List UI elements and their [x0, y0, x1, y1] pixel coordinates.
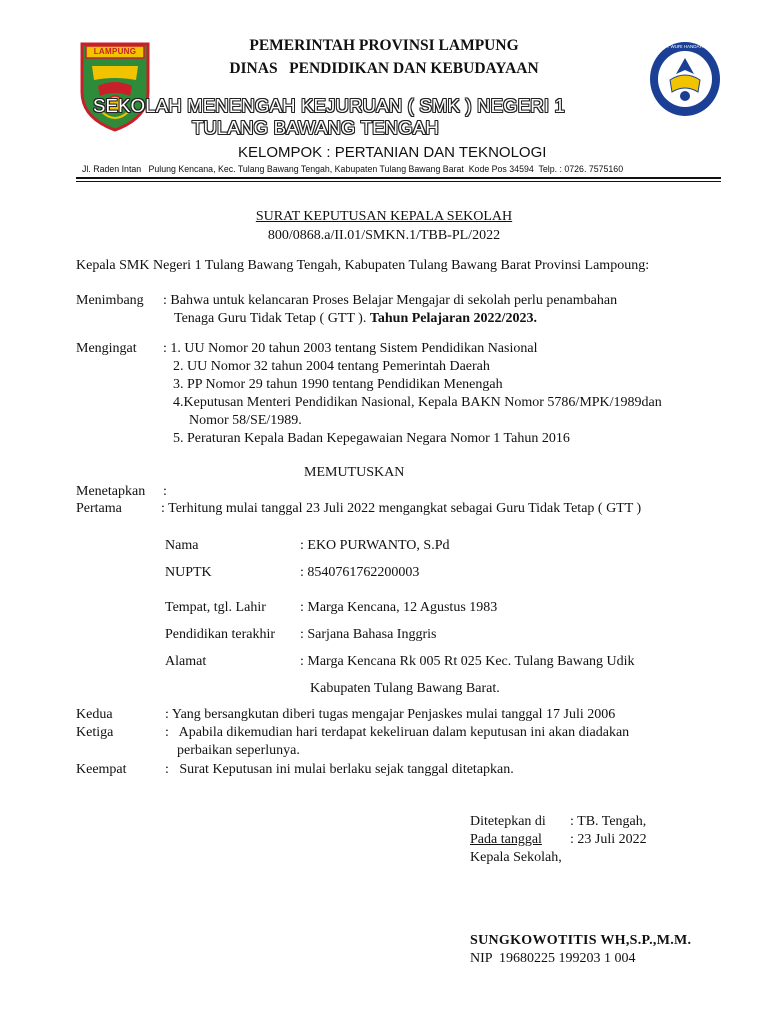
- nama-label: Nama: [165, 538, 199, 553]
- mengingat-item: : 1. UU Nomor 20 tahun 2003 tentang Sistem Pendidikan Nasional: [163, 341, 538, 356]
- ketiga-text: : Apabila dikemudian hari terdapat kekeliruan dalam keputusan ini akan diadakan: [165, 725, 630, 740]
- signature-place-label: Ditetepkan di: [470, 814, 546, 829]
- signature-place-value: : TB. Tengah,: [570, 814, 647, 829]
- header-school-name: SEKOLAH MENENGAH KEJURUAN ( SMK ) NEGERI 1: [93, 95, 566, 116]
- alamat-value-2: Kabupaten Tulang Bawang Barat.: [310, 681, 500, 696]
- menetapkan-colon: :: [163, 484, 167, 499]
- kedua-text: : Yang bersangkutan diberi tugas mengajar Penjaskes mulai tanggal 17 Juli 2006: [165, 707, 616, 722]
- menimbang-text-2: [174, 311, 537, 327]
- ttl-value: : Marga Kencana, 12 Agustus 1983: [300, 600, 498, 615]
- menimbang-year: Tahun Pelajaran 2022/2023.: [369, 311, 537, 326]
- pertama-label: Pertama: [76, 501, 122, 516]
- keempat-label: Keempat: [76, 762, 127, 777]
- menimbang-text: : Bahwa untuk kelancaran Proses Belajar Mengajar di sekolah perlu penambahan: [163, 293, 618, 308]
- signatory-name-text: SUNGKOWOTITIS WH,S.P.,M.M.: [470, 933, 692, 948]
- header-school-location: TULANG BAWANG TENGAH: [192, 117, 439, 138]
- mengingat-item: 2. UU Nomor 32 tahun 2004 tentang Pemerintah Daerah: [173, 359, 490, 374]
- mengingat-item: 5. Peraturan Kepala Badan Kepegawaian Negara Nomor 1 Tahun 2016: [173, 431, 570, 446]
- mengingat-item: 3. PP Nomor 29 tahun 1990 tentang Pendidikan Menengah: [173, 377, 503, 392]
- header-divider-thin: [76, 181, 721, 182]
- pendidikan-label: Pendidikan terakhir: [165, 627, 276, 642]
- header-department-line: DINAS PENDIDIKAN DAN KEBUDAYAAN: [229, 60, 539, 77]
- mengingat-label: Mengingat: [76, 341, 137, 356]
- mengingat-item: Nomor 58/SE/1989.: [189, 413, 302, 428]
- tut-wuri-logo-label: TUT WURI HANDAYANI: [660, 44, 710, 49]
- header-kelompok: KELOMPOK : PERTANIAN DAN TEKNOLOGI: [238, 144, 547, 161]
- alamat-value: : Marga Kencana Rk 005 Rt 025 Kec. Tulang Bawang Udik: [300, 654, 635, 669]
- ketiga-text-2: perbaikan seperlunya.: [177, 743, 300, 758]
- mengingat-item: 4.Keputusan Menteri Pendidikan Nasional, Kepala BAKN Nomor 5786/MPK/1989dan: [173, 395, 662, 410]
- alamat-label: Alamat: [165, 654, 207, 669]
- pertama-text: : Terhitung mulai tanggal 23 Juli 2022 mengangkat sebagai Guru Tidak Tetap ( GTT ): [161, 501, 642, 516]
- nama-value: : EKO PURWANTO, S.Pd: [300, 538, 450, 553]
- decree-intro: Kepala SMK Negeri 1 Tulang Bawang Tengah, Kabupaten Tulang Bawang Barat Provinsi Lampoung:: [76, 258, 650, 273]
- menimbang-line2: Tenaga Guru Tidak Tetap ( GTT ).: [174, 311, 367, 326]
- decree-title: SURAT KEPUTUSAN KEPALA SEKOLAH: [255, 209, 513, 224]
- pendidikan-value: : Sarjana Bahasa Inggris: [300, 627, 437, 642]
- signature-date-label-text: Pada tanggal: [470, 832, 542, 847]
- menetapkan-label: Menetapkan: [76, 484, 146, 499]
- header-government-line: PEMERINTAH PROVINSI LAMPUNG: [249, 37, 519, 54]
- keempat-text: : Surat Keputusan ini mulai berlaku sejak tanggal ditetapkan.: [165, 762, 514, 777]
- nuptk-label: NUPTK: [165, 565, 212, 580]
- nuptk-value: : 8540761762200003: [300, 565, 420, 580]
- ketiga-label: Ketiga: [76, 725, 114, 740]
- kedua-label: Kedua: [76, 707, 113, 722]
- signature-position: Kepala Sekolah,: [470, 850, 562, 865]
- header-divider-thick: [76, 177, 721, 179]
- lampung-logo-label: LAMPUNG: [93, 47, 137, 56]
- signatory-name: [470, 933, 691, 949]
- header-address: Jl. Raden Intan Pulung Kencana, Kec. Tulang Bawang Tengah, Kabupaten Tulang Bawang Barat Kode Pos 34594 Telp. : 0726. 7575160: [82, 164, 624, 174]
- ttl-label: Tempat, tgl. Lahir: [165, 600, 266, 615]
- menimbang-label: Menimbang: [76, 293, 144, 308]
- signature-date-value: : 23 Juli 2022: [570, 832, 647, 847]
- memutuskan-heading: MEMUTUSKAN: [304, 465, 405, 480]
- signatory-nip: NIP 19680225 199203 1 004: [470, 951, 636, 966]
- decree-number: 800/0868.a/II.01/SMKN.1/TBB-PL/2022: [267, 228, 501, 243]
